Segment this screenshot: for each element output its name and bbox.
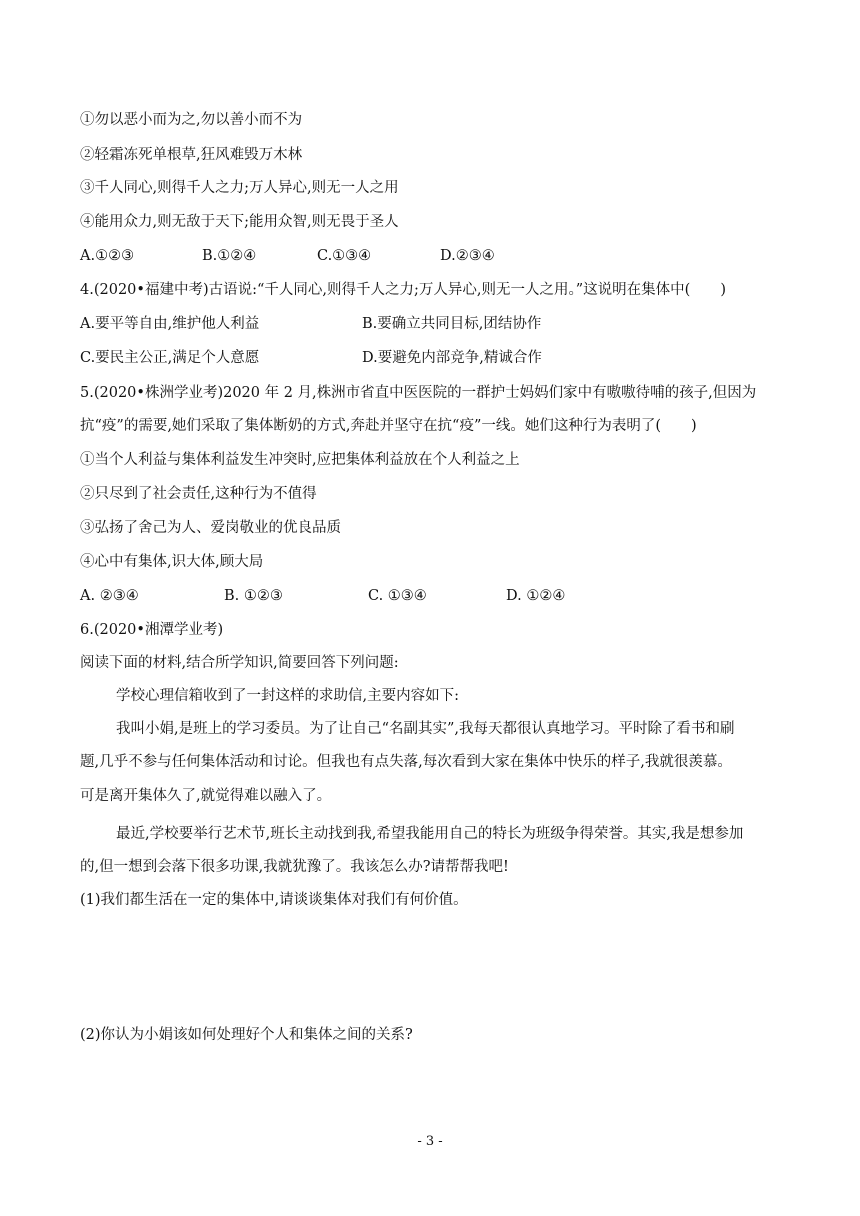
q6-sub-question-1: (1)我们都生活在一定的集体中,请谈谈集体对我们有何价值。 bbox=[80, 892, 468, 908]
q3-option-d: D.②③④ bbox=[440, 248, 495, 264]
q5-stem-close: ) bbox=[691, 418, 697, 434]
q3-statement-3: ③千人同心,则得千人之力;万人异心,则无一人之用 bbox=[80, 180, 399, 196]
q6-sub-question-2: (2)你认为小娟该如何处理好个人和集体之间的关系? bbox=[80, 1027, 413, 1043]
q3-option-a: A.①②③ bbox=[80, 248, 135, 264]
q5-stem-line-2 bbox=[80, 416, 697, 436]
q5-stem-line-1: 5.(2020•株洲学业考)2020 年 2 月,株洲市省直中医医院的一群护士妈妈们家中有嗷嗷待哺的孩子,但因为 bbox=[80, 385, 757, 401]
q4-stem-close: ) bbox=[720, 282, 726, 298]
q5-option-b: B. ①②③ bbox=[224, 588, 283, 604]
q5-statement-1: ①当个人利益与集体利益发生冲突时,应把集体利益放在个人利益之上 bbox=[80, 452, 520, 468]
q3-statement-4: ④能用众力,则无敌于天下;能用众智,则无畏于圣人 bbox=[80, 214, 399, 230]
q4-option-a: A.要平等自由,维护他人利益 bbox=[80, 316, 260, 332]
q5-statement-2: ②只尽到了社会责任,这种行为不值得 bbox=[80, 486, 317, 502]
q5-option-d: D. ①②④ bbox=[506, 588, 566, 604]
q6-header: 6.(2020•湘潭学业考) bbox=[80, 622, 224, 638]
q6-material-line: 题,几乎不参与任何集体活动和讨论。但我也有点失落,每次看到大家在集体中快乐的样子,我就很羡慕。 bbox=[80, 754, 732, 770]
q5-statement-3: ③弘扬了舍己为人、爱岗敬业的优良品质 bbox=[80, 520, 341, 536]
q3-statement-2: ②轻霜冻死单根草,狂风难毁万木林 bbox=[80, 147, 303, 163]
q3-option-c: C.①③④ bbox=[317, 248, 372, 264]
q5-option-a: A. ②③④ bbox=[80, 588, 139, 604]
q4-stem-text: 4.(2020•福建中考)古语说:“千人同心,则得千人之力;万人异心,则无一人之用。”这说明在集体中( bbox=[80, 282, 691, 298]
q5-statement-4: ④心中有集体,识大体,顾大局 bbox=[80, 554, 264, 570]
page-number: - 3 - bbox=[417, 1134, 443, 1149]
q3-option-b: B.①②④ bbox=[202, 248, 257, 264]
q6-material-line: 的,但一想到会落下很多功课,我就犹豫了。我该怎么办?请帮帮我吧! bbox=[80, 859, 509, 875]
q4-option-b: B.要确立共同目标,团结协作 bbox=[362, 316, 542, 332]
q5-option-c: C. ①③④ bbox=[368, 588, 427, 604]
q6-instruction: 阅读下面的材料,结合所学知识,简要回答下列问题: bbox=[80, 655, 399, 671]
q4-option-d: D.要避免内部竞争,精诚合作 bbox=[362, 350, 542, 366]
q3-statement-1: ①勿以恶小而为之,勿以善小而不为 bbox=[80, 112, 303, 128]
q6-material-line: 可是离开集体久了,就觉得难以融入了。 bbox=[80, 788, 332, 804]
q4-option-c: C.要民主公正,满足个人意愿 bbox=[80, 350, 260, 366]
q5-stem-text: 抗“疫”的需要,她们采取了集体断奶的方式,奔赴并坚守在抗“疫”一线。她们这种行为表明了( bbox=[80, 418, 662, 434]
q6-material-line: 我叫小娟,是班上的学习委员。为了让自己“名副其实”,我每天都很认真地学习。平时除了看书和刷 bbox=[116, 721, 735, 737]
q4-stem bbox=[80, 280, 726, 300]
q6-material-intro: 学校心理信箱收到了一封这样的求助信,主要内容如下: bbox=[116, 688, 459, 704]
q6-material-line: 最近,学校要举行艺术节,班长主动找到我,希望我能用自己的特长为班级争得荣誉。其实,我是想参加 bbox=[116, 826, 744, 842]
